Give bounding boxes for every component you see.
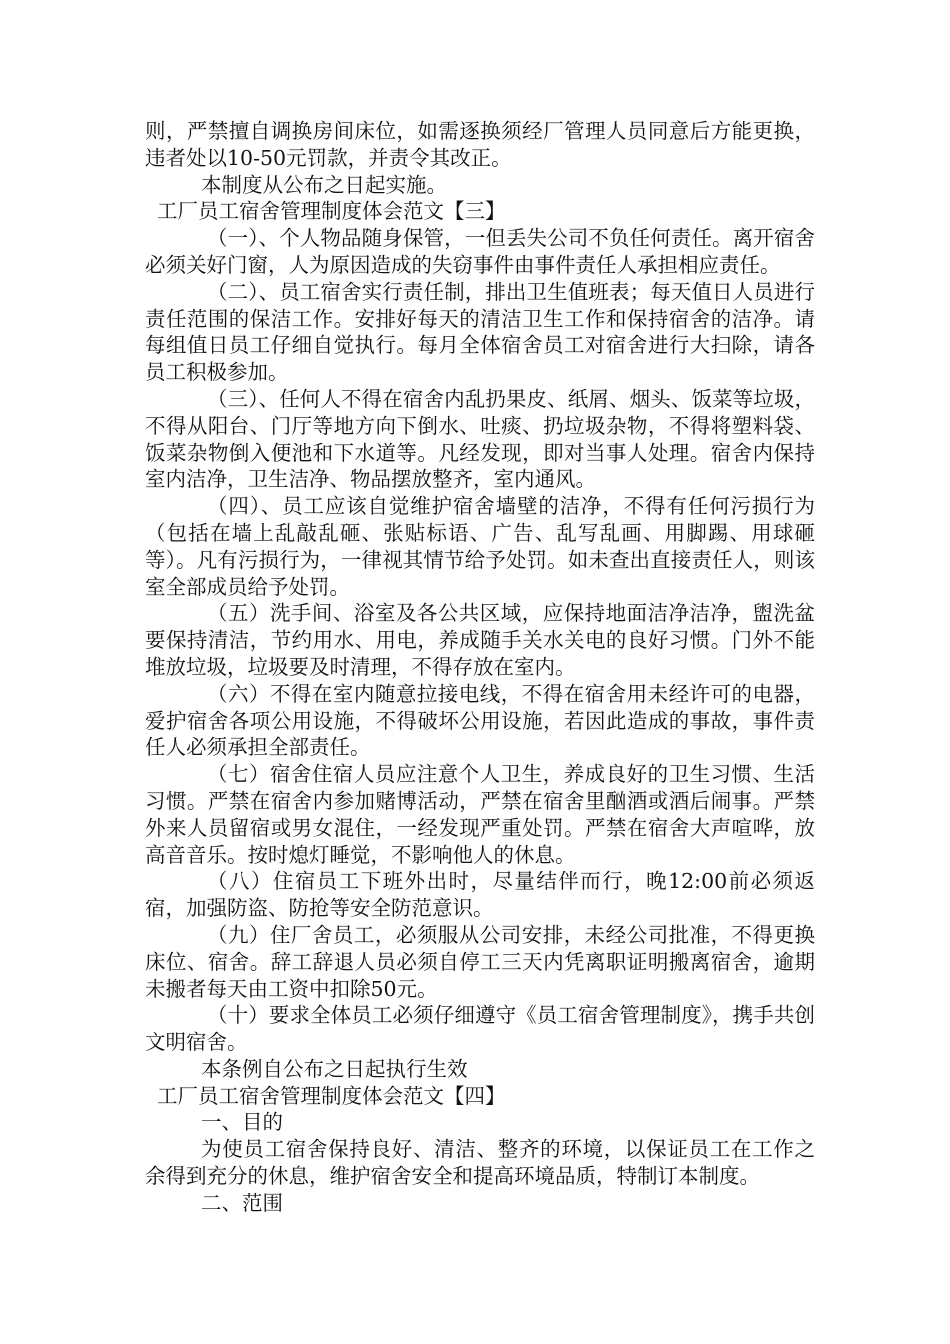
paragraph: 则，严禁擅自调换房间床位，如需逐换须经厂管理人员同意后方能更换，违者处以10-50元罚款，并责令其改正。 (145, 119, 815, 170)
paragraph: （九）住厂舍员工，必须服从公司安排，未经公司批准，不得更换床位、宿舍。辞工辞退人员必须自停工三天内凭离职证明搬离宿舍，逾期未搬者每天由工资中扣除50元。 (145, 922, 815, 1001)
paragraph: 本条例自公布之日起执行生效 (201, 1056, 468, 1081)
paragraph: 本制度从公布之日起实施。 (201, 172, 447, 197)
paragraph: （一）、个人物品随身保管，一但丢失公司不负任何责任。离开宿舍必须关好门窗，人为原因造成的失窃事件由事件责任人承担相应责任。 (145, 226, 815, 277)
paragraph: （二）、员工宿舍实行责任制，排出卫生值班表；每天值日人员进行责任范围的保洁工作。安排好每天的清洁卫生工作和保持宿舍的洁净。请每组值日员工仔细自觉执行。每月全体宿舍员工对宿舍进行大扫除，请各员工积极参加。 (145, 279, 815, 385)
paragraph: （四）、员工应该自觉维护宿舍墙壁的洁净，不得有任何污损行为（包括在墙上乱敲乱砸、张贴标语、广告、乱写乱画、用脚踢、用球砸等）。凡有污损行为，一律视其情节给予处罚。如未查出直接责任人，则该室全部成员给予处罚。 (145, 494, 815, 599)
section-heading: 工厂员工宿舍管理制度体会范文【四】 (157, 1083, 506, 1108)
paragraph: 为使员工宿舍保持良好、清洁、整齐的环境，以保证员工在工作之余得到充分的休息，维护宿舍安全和提高环境品质，特制订本制度。 (145, 1137, 815, 1189)
section-heading: 工厂员工宿舍管理制度体会范文【三】 (157, 199, 506, 224)
paragraph: （五）洗手间、浴室及各公共区域，应保持地面洁净洁净，盥洗盆要保持清洁，节约用水、用电，养成随手关水关电的良好习惯。门外不能堆放垃圾，垃圾要及时清理，不得存放在室内。 (145, 601, 815, 679)
paragraph: （六）不得在室内随意拉接电线，不得在宿舍用未经许可的电器，爱护宿舍各项公用设施，不得破坏公用设施，若因此造成的事故，事件责任人必须承担全部责任。 (145, 681, 815, 760)
paragraph: （三）、任何人不得在宿舍内乱扔果皮、纸屑、烟头、饭菜等垃圾，不得从阳台、门厅等地方向下倒水、吐痰、扔垃圾杂物，不得将塑料袋、饭菜杂物倒入便池和下水道等。凡经发现，即对当事人处理。宿舍内保持室内洁净，卫生洁净、物品摆放整齐，室内通风。 (145, 386, 815, 492)
subheading: 一、目的 (201, 1110, 283, 1135)
paragraph: （十）要求全体员工必须仔细遵守《员工宿舍管理制度》，携手共创文明宿舍。 (145, 1003, 815, 1055)
document-page (145, 118, 815, 1217)
subheading: 二、范围 (201, 1190, 283, 1215)
paragraph: （八）住宿员工下班外出时，尽量结伴而行，晚12:00前必须返宿，加强防盗、防抢等安全防范意识。 (145, 869, 815, 921)
paragraph: （七）宿舍住宿人员应注意个人卫生，养成良好的卫生习惯、生活习惯。严禁在宿舍内参加赌博活动，严禁在宿舍里酗酒或酒后闹事。严禁外来人员留宿或男女混住，一经发现严重处罚。严禁在宿舍大声喧哗，放高音音乐。按时熄灯睡觉，不影响他人的休息。 (145, 762, 815, 867)
